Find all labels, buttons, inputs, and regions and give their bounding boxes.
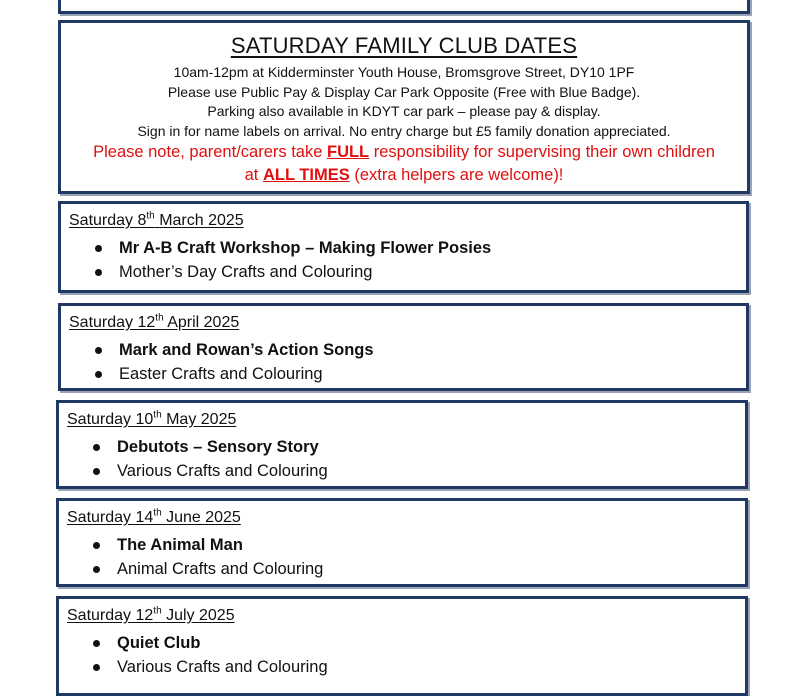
list-item: Various Crafts and Colouring xyxy=(91,459,328,483)
event-box-july xyxy=(56,596,748,696)
event-activity-list xyxy=(93,236,491,284)
list-item: Mr A-B Craft Workshop – Making Flower Posies xyxy=(93,236,491,260)
event-box-april xyxy=(58,303,749,391)
event-activity-list xyxy=(93,338,374,386)
supervision-warning-line-2: at ALL TIMES (extra helpers are welcome)! xyxy=(244,166,564,184)
event-date: Saturday 12th July 2025 xyxy=(67,605,235,624)
previous-section-box xyxy=(58,0,750,14)
list-item: Mark and Rowan’s Action Songs xyxy=(93,338,374,362)
event-activity-list xyxy=(91,533,323,581)
event-box-may xyxy=(56,400,748,489)
event-box-march xyxy=(58,201,749,293)
list-item: Mother’s Day Crafts and Colouring xyxy=(93,260,491,284)
list-item: Various Crafts and Colouring xyxy=(91,655,328,679)
sign-in-line: Sign in for name labels on arrival. No entry charge but £5 family donation appreciated. xyxy=(137,122,671,139)
list-item: Easter Crafts and Colouring xyxy=(93,362,374,386)
event-date: Saturday 8th March 2025 xyxy=(69,210,244,229)
event-date: Saturday 12th April 2025 xyxy=(69,312,240,331)
parking-line: Please use Public Pay & Display Car Park Opposite (Free with Blue Badge). xyxy=(167,83,641,100)
list-item: The Animal Man xyxy=(91,533,323,557)
all-times-emphasis: ALL TIMES xyxy=(262,166,350,184)
page-title: SATURDAY FAMILY CLUB DATES xyxy=(230,33,578,58)
kdyt-parking-line: Parking also available in KDYT car park – please pay & display. xyxy=(207,103,601,119)
list-item: Animal Crafts and Colouring xyxy=(91,557,323,581)
list-item: Quiet Club xyxy=(91,631,328,655)
event-date: Saturday 14th June 2025 xyxy=(67,507,241,526)
venue-line: 10am-12pm at Kidderminster Youth House, Bromsgrove Street, DY10 1PF xyxy=(173,64,635,80)
full-emphasis: FULL xyxy=(326,143,370,161)
event-activity-list xyxy=(91,631,328,679)
supervision-warning-line-1: Please note, parent/carers take FULL responsibility for supervising their own children xyxy=(93,143,715,161)
family-club-header-box xyxy=(58,20,750,194)
event-date: Saturday 10th May 2025 xyxy=(67,409,237,428)
event-activity-list xyxy=(91,435,328,483)
list-item: Debutots – Sensory Story xyxy=(91,435,328,459)
event-box-june xyxy=(56,498,748,587)
